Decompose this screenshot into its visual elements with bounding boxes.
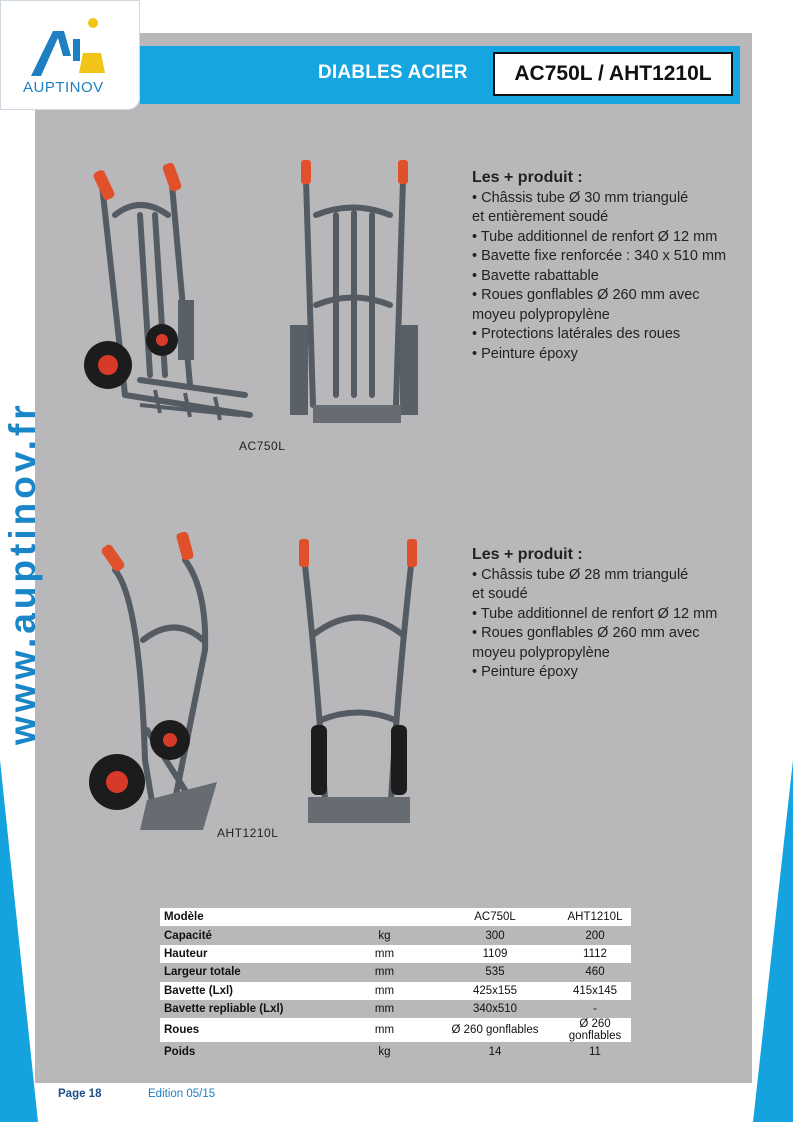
table-cell: 460: [559, 963, 631, 981]
website-url: www.auptinov.fr: [2, 401, 43, 745]
table-cell: Ø 260 gonflables: [559, 1018, 631, 1042]
table-cell: Hauteur: [160, 945, 338, 963]
table-cell: mm: [338, 1000, 431, 1018]
product-label-aht1210l: AHT1210L: [217, 826, 279, 840]
table-row: [160, 926, 631, 944]
table-row: [160, 1018, 631, 1042]
table-cell: Bavette repliable (Lxl): [160, 1000, 338, 1018]
table-cell: [338, 908, 431, 926]
table-cell: Roues: [160, 1018, 338, 1042]
feature-line: moyeu polypropylène: [472, 644, 610, 661]
corner-decoration-left: [0, 760, 38, 1122]
table-cell: Capacité: [160, 926, 338, 944]
table-cell: -: [559, 1000, 631, 1018]
feature-line: • Tube additionnel de renfort Ø 12 mm: [472, 605, 718, 622]
features-aht1210l: [472, 545, 717, 683]
table-cell: mm: [338, 945, 431, 963]
table-cell: 415x145: [559, 982, 631, 1000]
feature-line: moyeu polypropylène: [472, 306, 610, 323]
table-cell: 1112: [559, 945, 631, 963]
table-cell: 300: [431, 926, 559, 944]
feature-line: • Peinture époxy: [472, 664, 578, 680]
feature-line: • Roues gonflables Ø 260 mm avec: [472, 625, 700, 641]
table-cell: Ø 260 gonflables: [431, 1018, 559, 1042]
spec-table: [160, 908, 631, 1061]
table-row: [160, 982, 631, 1000]
table-cell: 1109: [431, 945, 559, 963]
feature-line: • Peinture époxy: [472, 345, 578, 362]
table-cell: 425x155: [431, 982, 559, 1000]
feature-line: • Châssis tube Ø 30 mm triangulé: [472, 189, 689, 206]
feature-line: • Tube additionnel de renfort Ø 12 mm: [472, 228, 718, 245]
table-cell: 200: [559, 926, 631, 944]
table-cell: AC750L: [431, 908, 559, 926]
brand-name: AUPTINOV: [23, 79, 104, 96]
feature-line: • Bavette fixe renforcée : 340 x 510 mm: [472, 248, 727, 264]
table-cell: mm: [338, 963, 431, 981]
corner-decoration-right: [753, 760, 793, 1122]
table-row: [160, 945, 631, 963]
features-ac750l: [472, 168, 726, 364]
table-cell: 535: [431, 963, 559, 981]
feature-line: • Roues gonflables Ø 260 mm avec: [472, 287, 700, 303]
features-title: Les + produit :: [472, 169, 583, 186]
model-reference-box: AC750L / AHT1210L: [493, 52, 733, 96]
table-cell: Largeur totale: [160, 963, 338, 981]
table-cell: kg: [338, 926, 431, 944]
table-cell: AHT1210L: [559, 908, 631, 926]
table-cell: Bavette (Lxl): [160, 982, 338, 1000]
product-label-ac750l: AC750L: [239, 439, 286, 453]
features-title: Les + produit :: [472, 546, 583, 563]
table-cell: mm: [338, 982, 431, 1000]
table-cell: 14: [431, 1042, 559, 1060]
feature-line: • Protections latérales des roues: [472, 326, 681, 342]
table-cell: mm: [338, 1018, 431, 1042]
ac750l-side-view-image: [80, 155, 260, 430]
aht1210l-front-view-image: [293, 535, 423, 825]
feature-line: • Bavette rabattable: [472, 267, 599, 284]
table-cell: Poids: [160, 1042, 338, 1060]
table-row: [160, 1000, 631, 1018]
feature-line: et soudé: [472, 586, 528, 602]
ac750l-front-view-image: [288, 155, 418, 425]
table-cell: kg: [338, 1042, 431, 1060]
table-row: [160, 963, 631, 981]
table-cell: 340x510: [431, 1000, 559, 1018]
feature-line: et entièrement soudé: [472, 209, 609, 225]
page-title: DIABLES ACIER: [318, 62, 468, 83]
table-row: [160, 1042, 631, 1060]
table-cell: Modèle: [160, 908, 338, 926]
table-header-row: [160, 908, 631, 926]
feature-line: • Châssis tube Ø 28 mm triangulé: [472, 566, 689, 583]
edition-label: Edition 05/15: [148, 1088, 216, 1100]
aht1210l-side-view-image: [85, 530, 225, 830]
table-cell: 11: [559, 1042, 631, 1060]
brand-logo: [0, 0, 140, 110]
page-number: Page 18: [58, 1088, 102, 1100]
